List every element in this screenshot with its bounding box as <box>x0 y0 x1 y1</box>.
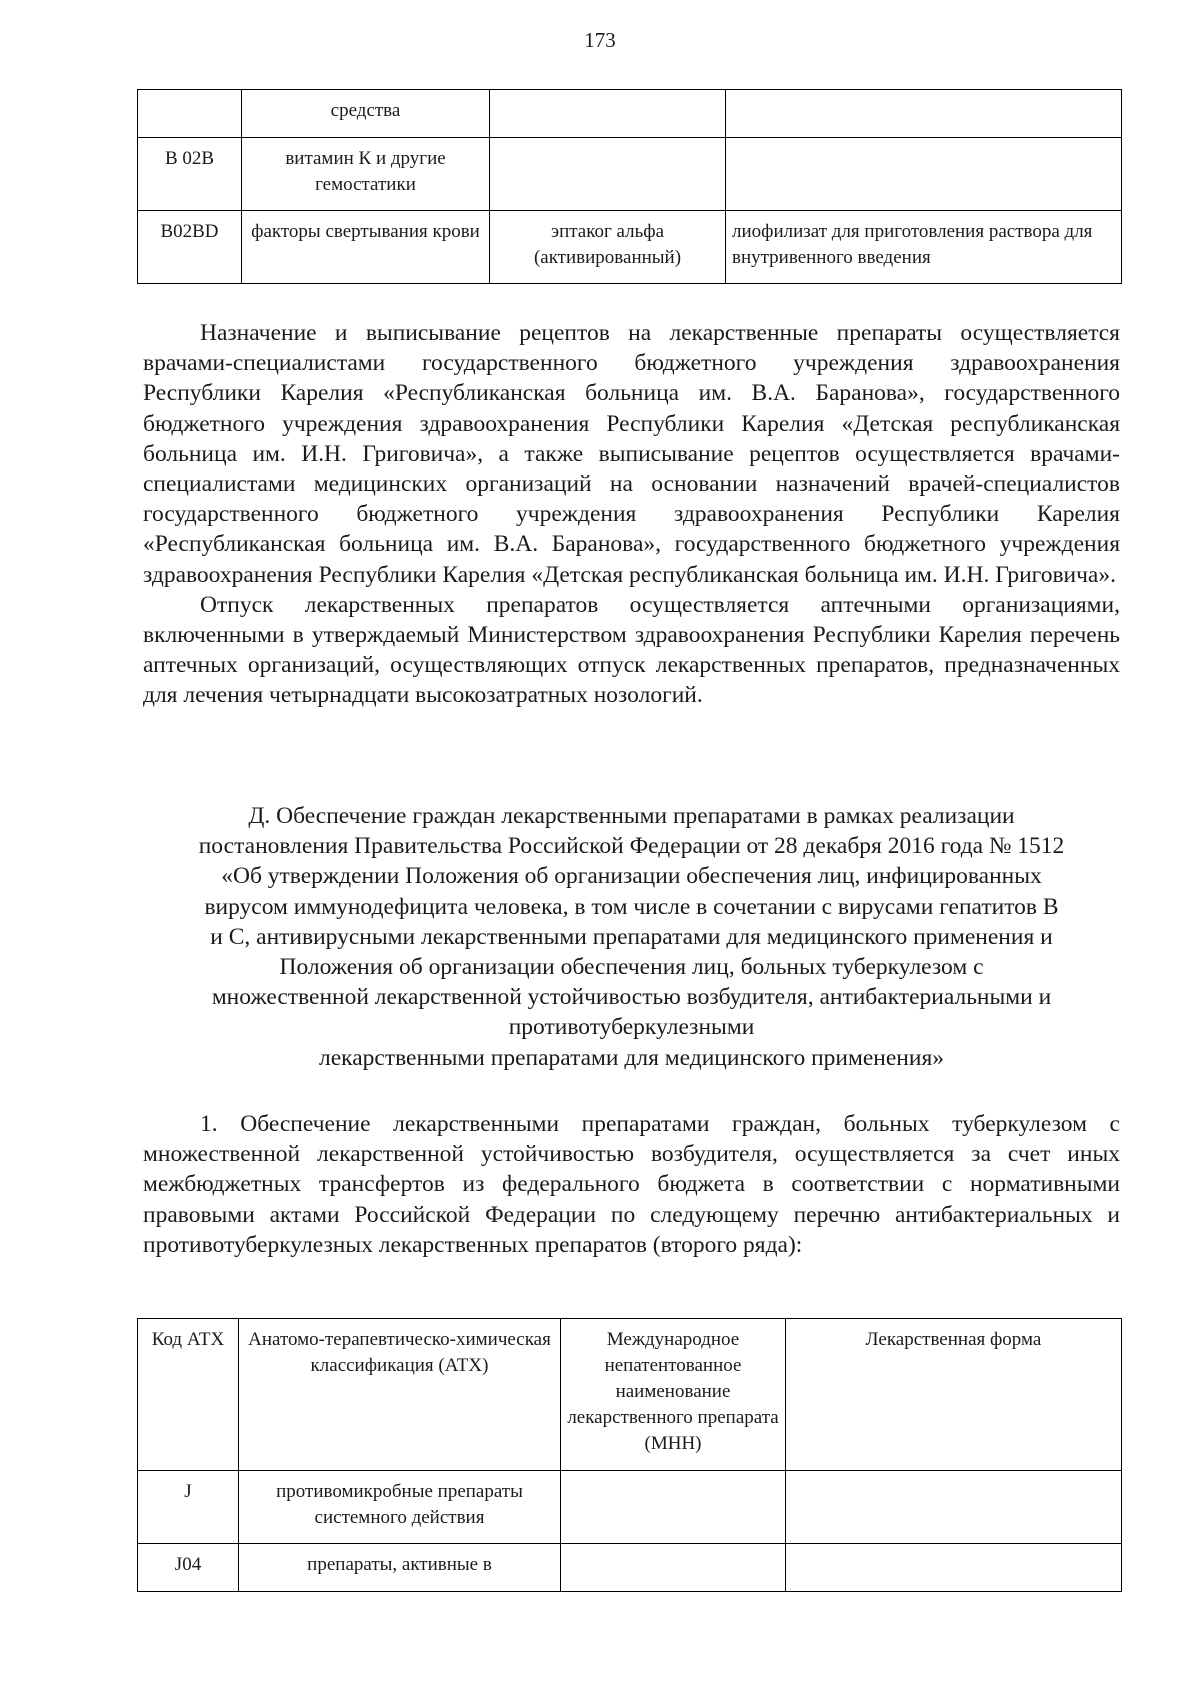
cell-form <box>786 1544 1122 1592</box>
cell-atx: витамин К и другие гемостатики <box>242 138 490 211</box>
cell-form: лиофилизат для приготовления раствора для внутривенного введения <box>726 211 1122 284</box>
cell-code: B02BD <box>138 211 242 284</box>
table-header-row <box>138 1319 1122 1471</box>
section-heading-d <box>143 801 1120 1073</box>
body-text <box>143 318 1120 711</box>
cell-code: B 02B <box>138 138 242 211</box>
header-mnn: Международное непатентованное наименование лекарственного препарата (МНН) <box>561 1319 786 1471</box>
paragraph-item-1: 1. Обеспечение лекарственными препаратами граждан, больных туберкулезом с множественной лекарственной устойчивостью возбудителя, осуществляется за счет иных межбюджетных трансфертов из федерального бюджета в соответствии с нормативными правовыми актами Российской Федерации по следующему перечню антибактериальных и противотуберкулезных лекарственных препаратов (второго ряда): <box>143 1111 1120 1258</box>
table-row <box>138 1544 1122 1592</box>
heading-line: Положения об организации обеспечения лиц, больных туберкулезом с <box>279 954 984 981</box>
cell-code <box>138 90 242 138</box>
cell-atx: препараты, активные в <box>239 1544 561 1592</box>
heading-line: лекарственными препаратами для медицинского применения» <box>318 1044 945 1071</box>
heading-line: противотуберкулезными <box>508 1014 755 1041</box>
heading-line: постановления Правительства Российской Федерации от 28 декабря 2016 года № 1512 <box>198 833 1065 860</box>
cell-form <box>726 90 1122 138</box>
body-text-item1 <box>143 1109 1120 1260</box>
header-form: Лекарственная форма <box>786 1319 1122 1471</box>
heading-line: множественной лекарственной устойчивостью возбудителя, антибактериальными и <box>211 984 1052 1011</box>
cell-mnn <box>490 138 726 211</box>
table-row <box>138 138 1122 211</box>
header-atx: Анатомо-терапевтическо-химическая классификация (АТХ) <box>239 1319 561 1471</box>
cell-mnn <box>490 90 726 138</box>
cell-atx: средства <box>242 90 490 138</box>
drug-table-continued <box>137 89 1122 284</box>
tb-drug-table <box>137 1318 1122 1592</box>
header-code: Код АТХ <box>138 1319 239 1471</box>
cell-form <box>726 138 1122 211</box>
heading-line: «Об утверждении Положения об организации обеспечения лиц, инфицированных <box>221 863 1042 890</box>
page-number: 173 <box>584 28 616 52</box>
cell-form <box>786 1471 1122 1544</box>
table-row <box>138 90 1122 138</box>
table-row <box>138 211 1122 284</box>
paragraph-dispensing: Отпуск лекарственных препаратов осуществляется аптечными организациями, включенными в утверждаемый Министерством здравоохранения Республики Карелия перечень аптечных организаций, осуществляющих отпуск лекарственных препаратов, предназначенных для лечения четырнадцати высокозатратных нозологий. <box>143 591 1120 709</box>
heading-line: вирусом иммунодефицита человека, в том числе в сочетании с вирусами гепатитов B <box>204 893 1059 920</box>
cell-atx: факторы свертывания крови <box>242 211 490 284</box>
cell-mnn: эптаког альфа (активированный) <box>490 211 726 284</box>
cell-mnn <box>561 1544 786 1592</box>
table-row <box>138 1471 1122 1544</box>
cell-mnn <box>561 1471 786 1544</box>
heading-line: и C, антивирусными лекарственными препаратами для медицинского применения и <box>210 923 1053 950</box>
heading-line: Д. Обеспечение граждан лекарственными препаратами в рамках реализации <box>248 803 1015 829</box>
cell-code: J <box>138 1471 239 1544</box>
cell-code: J04 <box>138 1544 239 1592</box>
cell-atx: противомикробные препараты системного действия <box>239 1471 561 1544</box>
paragraph-prescriptions: Назначение и выписывание рецептов на лекарственные препараты осуществляется врачами-специалистами государственного бюджетного учреждения здравоохранения Республики Карелия «Республиканская больница им. В.А. Баранова», государственного бюджетного учреждения здравоохранения Республики Карелия «Детская республиканская больница им. И.Н. Григовича», а также выписывание рецептов осуществляется врачами-специалистами медицинских организаций на основании назначений врачей-специалистов государственного бюджетного учреждения здравоохранения Республики Карелия «Республиканская больница им. В.А. Баранова», государственного бюджетного учреждения здравоохранения Республики Карелия «Детская республиканская больница им. И.Н. Григовича». <box>143 320 1120 588</box>
